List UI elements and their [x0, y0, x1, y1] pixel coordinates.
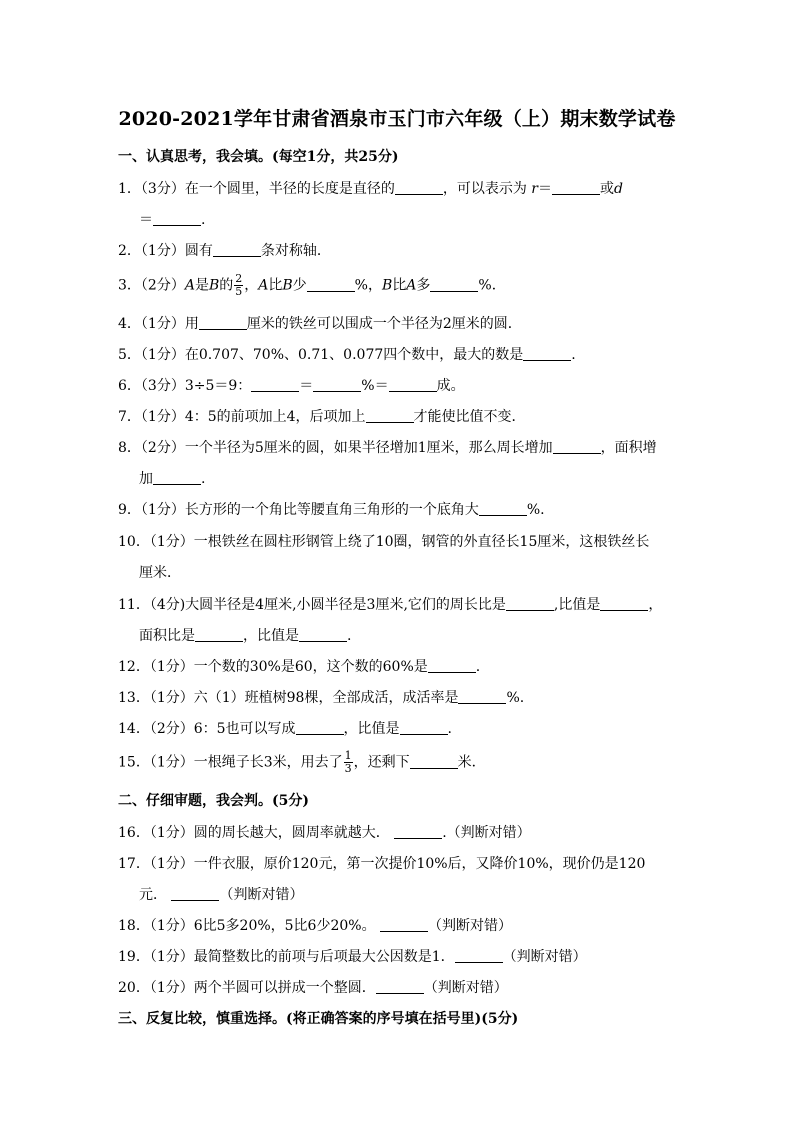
question-17-continued: 元． （判断对错） [139, 887, 304, 903]
question-9: 9．（1分）长方形的一个角比等腰直角三角形的一个底角大 %. [118, 502, 545, 518]
answer-blank[interactable] [430, 277, 478, 292]
answer-blank[interactable] [199, 315, 247, 330]
question-11-continued: 面积比是 ，比值是 . [139, 628, 352, 644]
answer-blank[interactable] [394, 824, 442, 839]
question-1: 1．（3分）在一个圆里，半径的长度是直径的 ，可以表示为 r＝ 或d [118, 181, 623, 197]
question-1-continued: ＝ . [139, 212, 206, 228]
answer-blank[interactable] [552, 180, 600, 195]
answer-blank[interactable] [296, 720, 344, 735]
fraction-one-third: $\frac{1}{3}$ [344, 749, 352, 775]
answer-blank[interactable] [307, 277, 355, 292]
question-8-continued: 加 . [139, 471, 206, 487]
answer-blank[interactable] [428, 658, 476, 673]
answer-blank[interactable] [376, 979, 424, 994]
section-heading-fill: 一、认真思考，我会填。(每空1分，共25分) [118, 149, 399, 165]
question-13: 13．（1分）六（1）班植树98棵，全部成活，成活率是 %. [118, 690, 525, 706]
question-6: 6．（3分）3÷5＝9： ＝ %＝ 成。 [118, 378, 465, 394]
answer-blank[interactable] [400, 720, 448, 735]
answer-blank[interactable] [600, 596, 648, 611]
answer-blank[interactable] [299, 627, 347, 642]
question-3: 3．（2分）A是B的 $\frac{2}{5}$ ，A比B少 %，B比A多 %． [118, 272, 506, 298]
answer-blank[interactable] [366, 408, 414, 423]
question-11: 11．（4分)大圆半径是4厘米,小圆半径是3厘米,它们的周长比是 ,比值是 ， [118, 597, 663, 613]
question-7: 7．（1分）4：5的前项加上4，后项加上 才能使比值不变． [118, 409, 526, 425]
answer-blank[interactable] [479, 501, 527, 516]
answer-blank[interactable] [523, 346, 571, 361]
fraction-two-fifths: $\frac{2}{5}$ [235, 272, 243, 298]
question-16: 16．（1分）圆的周长越大，圆周率就越大． .（判断对错） [118, 825, 531, 841]
question-15: 15．（1分）一根绳子长3米，用去了 $\frac{1}{3}$ ，还剩下 米． [118, 749, 486, 775]
answer-blank[interactable] [553, 439, 601, 454]
section-heading-choice: 三、反复比较，慎重选择。(将正确答案的序号填在括号里)(5分) [118, 1011, 519, 1027]
section-heading-judge: 二、仔细审题，我会判。(5分) [118, 793, 309, 809]
answer-blank[interactable] [389, 377, 437, 392]
answer-blank[interactable] [171, 886, 219, 901]
answer-blank[interactable] [458, 689, 506, 704]
answer-blank[interactable] [455, 948, 503, 963]
answer-blank[interactable] [153, 211, 201, 226]
question-2: 2．（1分）圆有 条对称轴． [118, 243, 331, 259]
answer-blank[interactable] [380, 917, 428, 932]
answer-blank[interactable] [506, 596, 554, 611]
question-12: 12．（1分）一个数的30%是60，这个数的60%是 . [118, 659, 481, 675]
answer-blank[interactable] [195, 627, 243, 642]
answer-blank[interactable] [313, 377, 361, 392]
answer-blank[interactable] [153, 470, 201, 485]
answer-blank[interactable] [395, 180, 443, 195]
question-19: 19．（1分）最简整数比的前项与后项最大公因数是1． （判断对错） [118, 949, 587, 965]
question-4: 4．（1分）用 厘米的铁丝可以围成一个半径为2厘米的圆． [118, 316, 522, 332]
question-8: 8．（2分）一个半径为5厘米的圆，如果半径增加1厘米，那么周长增加 ，面积增 [118, 440, 657, 456]
answer-blank[interactable] [251, 377, 299, 392]
answer-blank[interactable] [410, 754, 458, 769]
question-20: 20．（1分）两个半圆可以拼成一个整圆． （判断对错） [118, 980, 508, 996]
question-17: 17．（1分）一件衣服，原价120元，第一次提价10%后，又降价10%，现价仍是120 [118, 856, 646, 872]
question-10-continued: 厘米． [139, 565, 181, 581]
question-10: 10．（1分）一根铁丝在圆柱形钢管上绕了10圈，钢管的外直径长15厘米，这根铁丝长 [118, 534, 650, 550]
question-18: 18．（1分）6比5多20%，5比6少20%。 （判断对错） [118, 918, 513, 934]
question-5: 5．（1分）在0.707、70%、0.71、0.077四个数中，最大的数是 . [118, 347, 576, 363]
question-14: 14．（2分）6：5也可以写成 ，比值是 . [118, 721, 452, 737]
page-title: 2020-2021学年甘肃省酒泉市玉门市六年级（上）期末数学试卷 [118, 108, 676, 130]
answer-blank[interactable] [213, 242, 261, 257]
